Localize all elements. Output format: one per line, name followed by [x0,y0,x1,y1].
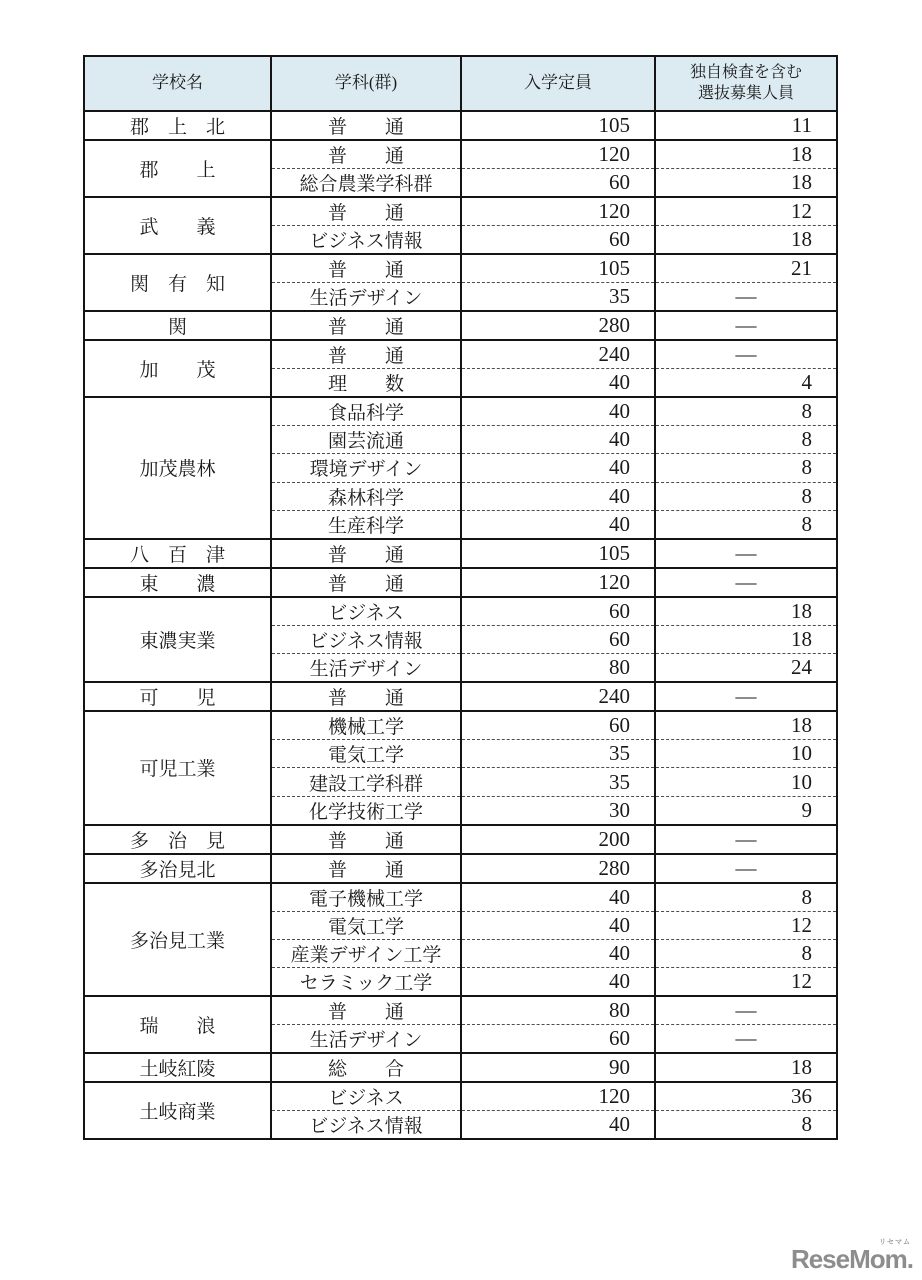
resemom-watermark [790,1239,913,1274]
department-cell: 普 通 [271,539,461,568]
table-row [84,397,837,426]
department-cell: 電気工学 [271,911,461,939]
department-cell: 普 通 [271,682,461,711]
school-name-cell: 土岐紅陵 [84,1053,271,1082]
school-name-cell: 関 [84,311,271,340]
header-quota-line1: 独自検査を含む [689,63,802,81]
capacity-cell: 120 [461,568,655,597]
capacity-cell: 40 [461,482,655,510]
capacity-cell: 90 [461,1053,655,1082]
selection-quota-cell: 18 [655,169,837,198]
department-cell: 機械工学 [271,711,461,740]
department-cell: 生産科学 [271,510,461,539]
capacity-cell: 30 [461,796,655,825]
school-name-cell: 多 治 見 [84,825,271,854]
capacity-cell: 35 [461,768,655,796]
header-department: 学科(群) [271,56,461,111]
selection-quota-cell: — [655,283,837,312]
department-cell: 生活デザイン [271,1025,461,1054]
selection-quota-cell: 8 [655,883,837,912]
selection-quota-cell: 8 [655,940,837,968]
selection-quota-cell: 18 [655,140,837,169]
school-name-cell: 土岐商業 [84,1082,271,1139]
department-cell: 園芸流通 [271,426,461,454]
department-cell: ビジネス情報 [271,1111,461,1140]
department-cell: 総 合 [271,1053,461,1082]
capacity-cell: 40 [461,510,655,539]
school-name-cell: 多治見工業 [84,883,271,997]
table-row [84,1053,837,1082]
table-row [84,568,837,597]
school-name-cell: 郡 上 北 [84,111,271,140]
table-row [84,311,837,340]
selection-quota-cell: — [655,568,837,597]
capacity-cell: 40 [461,940,655,968]
table-row [84,825,837,854]
table-row [84,996,837,1025]
selection-quota-cell: — [655,854,837,883]
capacity-cell: 60 [461,226,655,255]
capacity-cell: 60 [461,711,655,740]
selection-quota-cell: 18 [655,1053,837,1082]
capacity-cell: 60 [461,597,655,626]
school-name-cell: 可 児 [84,682,271,711]
selection-quota-cell: 8 [655,397,837,426]
capacity-cell: 40 [461,911,655,939]
selection-quota-cell: 11 [655,111,837,140]
selection-quota-cell: 8 [655,1111,837,1140]
department-cell: 環境デザイン [271,454,461,482]
selection-quota-cell: 24 [655,654,837,683]
header-selection-quota [655,56,837,111]
selection-quota-cell: 12 [655,968,837,997]
table-row [84,111,837,140]
capacity-cell: 40 [461,883,655,912]
department-cell: 電子機械工学 [271,883,461,912]
department-cell: 理 数 [271,369,461,398]
capacity-cell: 80 [461,996,655,1025]
selection-quota-cell: 18 [655,625,837,653]
capacity-cell: 80 [461,654,655,683]
school-name-cell: 関 有 知 [84,254,271,311]
department-cell: 電気工学 [271,740,461,768]
department-cell: 普 通 [271,111,461,140]
capacity-cell: 60 [461,1025,655,1054]
selection-quota-cell: — [655,340,837,369]
selection-quota-cell: — [655,311,837,340]
selection-quota-cell: — [655,996,837,1025]
header-school-name: 学校名 [84,56,271,111]
department-cell: 森林科学 [271,482,461,510]
department-cell: 普 通 [271,854,461,883]
capacity-cell: 105 [461,539,655,568]
department-cell: 普 通 [271,311,461,340]
capacity-cell: 40 [461,426,655,454]
table-row [84,140,837,169]
selection-quota-cell: 12 [655,197,837,226]
capacity-cell: 40 [461,454,655,482]
selection-quota-cell: — [655,825,837,854]
department-cell: 生活デザイン [271,283,461,312]
selection-quota-cell: — [655,682,837,711]
table-row [84,711,837,740]
capacity-cell: 35 [461,740,655,768]
capacity-cell: 60 [461,625,655,653]
selection-quota-cell: 18 [655,597,837,626]
school-name-cell: 八 百 津 [84,539,271,568]
selection-quota-cell: 4 [655,369,837,398]
department-cell: セラミック工学 [271,968,461,997]
table-row [84,254,837,283]
capacity-cell: 240 [461,682,655,711]
table-row [84,883,837,912]
department-cell: 普 通 [271,825,461,854]
selection-quota-cell: 8 [655,426,837,454]
capacity-cell: 40 [461,397,655,426]
department-cell: 食品科学 [271,397,461,426]
department-cell: 普 通 [271,140,461,169]
department-cell: 普 通 [271,568,461,597]
table-row [84,682,837,711]
capacity-cell: 105 [461,111,655,140]
table-row [84,340,837,369]
selection-quota-cell: 36 [655,1082,837,1111]
department-cell: 産業デザイン工学 [271,940,461,968]
capacity-cell: 120 [461,1082,655,1111]
selection-quota-cell: — [655,1025,837,1054]
school-name-cell: 瑞 浪 [84,996,271,1053]
department-cell: 普 通 [271,996,461,1025]
resemom-ruby-label: リセマム [879,1239,911,1246]
department-cell: 生活デザイン [271,654,461,683]
capacity-cell: 40 [461,1111,655,1140]
school-name-cell: 郡 上 [84,140,271,197]
capacity-cell: 105 [461,254,655,283]
selection-quota-cell: 18 [655,711,837,740]
department-cell: 総合農業学科群 [271,169,461,198]
selection-quota-cell: 8 [655,454,837,482]
department-cell: ビジネス情報 [271,226,461,255]
capacity-cell: 120 [461,197,655,226]
selection-quota-cell: 8 [655,482,837,510]
selection-quota-cell: 8 [655,510,837,539]
selection-quota-cell: 18 [655,226,837,255]
school-name-cell: 加 茂 [84,340,271,397]
header-capacity: 入学定員 [461,56,655,111]
table-row [84,597,837,626]
capacity-cell: 280 [461,854,655,883]
table-row [84,854,837,883]
department-cell: 化学技術工学 [271,796,461,825]
selection-quota-cell: — [655,539,837,568]
department-cell: 建設工学科群 [271,768,461,796]
department-cell: ビジネス情報 [271,625,461,653]
selection-quota-cell: 21 [655,254,837,283]
school-name-cell: 多治見北 [84,854,271,883]
capacity-cell: 200 [461,825,655,854]
department-cell: ビジネス [271,1082,461,1111]
school-name-cell: 東 濃 [84,568,271,597]
capacity-cell: 280 [461,311,655,340]
capacity-cell: 120 [461,140,655,169]
table-row [84,1082,837,1111]
department-cell: 普 通 [271,340,461,369]
capacity-cell: 240 [461,340,655,369]
resemom-logo: ReseMom. [790,1244,913,1274]
admissions-table [83,55,838,1140]
selection-quota-cell: 10 [655,740,837,768]
capacity-cell: 40 [461,968,655,997]
department-cell: 普 通 [271,197,461,226]
header-row [84,56,837,111]
selection-quota-cell: 9 [655,796,837,825]
capacity-cell: 40 [461,369,655,398]
department-cell: 普 通 [271,254,461,283]
school-name-cell: 可児工業 [84,711,271,825]
table-row [84,539,837,568]
selection-quota-cell: 10 [655,768,837,796]
school-name-cell: 加茂農林 [84,397,271,539]
school-name-cell: 武 義 [84,197,271,254]
school-name-cell: 東濃実業 [84,597,271,682]
department-cell: ビジネス [271,597,461,626]
capacity-cell: 60 [461,169,655,198]
header-quota-line2: 選抜募集人員 [697,84,794,102]
capacity-cell: 35 [461,283,655,312]
table-row [84,197,837,226]
selection-quota-cell: 12 [655,911,837,939]
